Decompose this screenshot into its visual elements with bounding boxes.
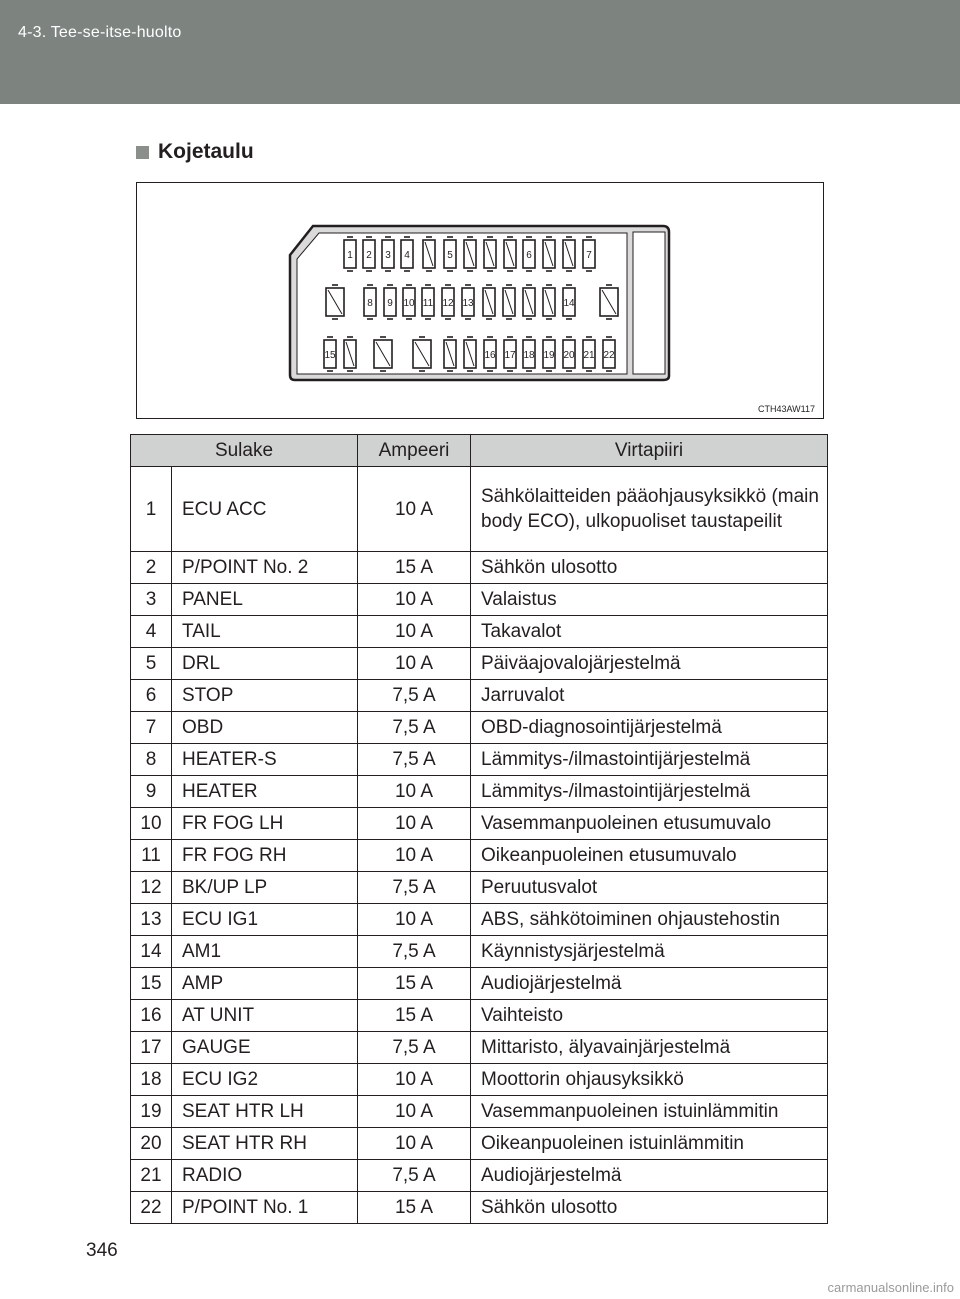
header-fuse: Sulake [131,435,358,467]
fuse-number-cell: 3 [131,584,172,616]
fuse-name-cell: AT UNIT [172,1000,358,1032]
circuit-cell: Sähkölaitteiden pääohjausyksikkö (main body ECO), ulkopuoliset taustapeilit [471,467,828,552]
ampere-cell: 10 A [358,648,471,680]
table-header-row [131,435,828,467]
table-row [131,680,828,712]
fuse-box-compartment [633,232,665,374]
ampere-cell: 10 A [358,1128,471,1160]
table-row [131,616,828,648]
fuse-number-cell: 13 [131,904,172,936]
fuse-name-cell: P/POINT No. 1 [172,1192,358,1224]
table-row [131,712,828,744]
fuse-table [130,434,828,1224]
ampere-cell: 10 A [358,584,471,616]
circuit-cell: Audiojärjestelmä [471,1160,828,1192]
fuse-box-figure [136,182,824,419]
fuse-name-cell: SEAT HTR LH [172,1096,358,1128]
circuit-cell: Lämmitys-/ilmastointijärjestelmä [471,776,828,808]
table-row [131,1192,828,1224]
ampere-cell: 7,5 A [358,744,471,776]
fuse-number-label: 12 [442,298,454,309]
fuse-number-label: 16 [484,350,496,361]
circuit-cell: OBD-diagnosointijärjestelmä [471,712,828,744]
header-circuit: Virtapiiri [471,435,828,467]
circuit-cell: Käynnistysjärjestelmä [471,936,828,968]
fuse-number-label: 22 [603,350,615,361]
ampere-cell: 10 A [358,776,471,808]
fuse-name-cell: HEATER-S [172,744,358,776]
fuse-number-cell: 16 [131,1000,172,1032]
fuse-number-cell: 1 [131,467,172,552]
fuse-name-cell: RADIO [172,1160,358,1192]
fuse-number-cell: 14 [131,936,172,968]
fuse-number-cell: 8 [131,744,172,776]
fuse-name-cell: GAUGE [172,1032,358,1064]
ampere-cell: 7,5 A [358,872,471,904]
circuit-cell: Valaistus [471,584,828,616]
watermark: carmanualsonline.info [827,1280,954,1295]
table-row [131,1160,828,1192]
fuse-name-cell: AM1 [172,936,358,968]
fuse-number-label: 13 [462,298,474,309]
circuit-cell: Vasemmanpuoleinen etusumuvalo [471,808,828,840]
ampere-cell: 15 A [358,968,471,1000]
ampere-cell: 15 A [358,1000,471,1032]
fuse-number-label: 21 [583,350,595,361]
fuse-name-cell: TAIL [172,616,358,648]
ampere-cell: 10 A [358,1096,471,1128]
ampere-cell: 10 A [358,616,471,648]
fuse-number-label: 5 [447,250,453,261]
table-row [131,808,828,840]
fuse-name-cell: FR FOG LH [172,808,358,840]
fuse-name-cell: FR FOG RH [172,840,358,872]
ampere-cell: 7,5 A [358,712,471,744]
fuse-number-cell: 7 [131,712,172,744]
circuit-cell: Vasemmanpuoleinen istuinlämmitin [471,1096,828,1128]
table-row [131,467,828,552]
fuse-number-label: 7 [586,250,592,261]
fuse-name-cell: P/POINT No. 2 [172,552,358,584]
fuse-name-cell: HEATER [172,776,358,808]
ampere-cell: 10 A [358,808,471,840]
fuse-number-label: 10 [403,298,415,309]
fuse-number-label: 3 [385,250,391,261]
table-row [131,776,828,808]
ampere-cell: 10 A [358,904,471,936]
ampere-cell: 7,5 A [358,1032,471,1064]
fuse-number-cell: 19 [131,1096,172,1128]
fuse-number-cell: 9 [131,776,172,808]
table-row [131,584,828,616]
fuse-name-cell: BK/UP LP [172,872,358,904]
ampere-cell: 10 A [358,1064,471,1096]
header-band [0,0,960,104]
fuse-number-cell: 21 [131,1160,172,1192]
table-row [131,840,828,872]
chapter-title: 4-3. Tee-se-itse-huolto [18,24,182,41]
fuse-number-label: 11 [422,298,434,309]
fuse-number-cell: 6 [131,680,172,712]
table-row [131,1000,828,1032]
fuse-number-cell: 12 [131,872,172,904]
fuse-number-label: 1 [347,250,353,261]
fuse-number-label: 8 [367,298,373,309]
fuse-number-label: 6 [526,250,532,261]
fuse-number-label: 4 [404,250,410,261]
ampere-cell: 15 A [358,1192,471,1224]
table-row [131,904,828,936]
ampere-cell: 10 A [358,467,471,552]
fuse-number-cell: 20 [131,1128,172,1160]
ampere-cell: 7,5 A [358,936,471,968]
fuse-name-cell: ECU IG1 [172,904,358,936]
section-heading [136,140,254,164]
fuse-number-cell: 15 [131,968,172,1000]
table-row [131,968,828,1000]
ampere-cell: 15 A [358,552,471,584]
circuit-cell: Sähkön ulosotto [471,1192,828,1224]
fuse-number-cell: 2 [131,552,172,584]
section-heading-text: Kojetaulu [158,140,254,163]
header-ampere: Ampeeri [358,435,471,467]
fuse-name-cell: OBD [172,712,358,744]
table-row [131,552,828,584]
circuit-cell: ABS, sähkötoiminen ohjaustehostin [471,904,828,936]
circuit-cell: Sähkön ulosotto [471,552,828,584]
circuit-cell: Vaihteisto [471,1000,828,1032]
fuse-name-cell: DRL [172,648,358,680]
table-row [131,648,828,680]
ampere-cell: 7,5 A [358,1160,471,1192]
fuse-number-cell: 4 [131,616,172,648]
table-row [131,872,828,904]
circuit-cell: Moottorin ohjausyksikkö [471,1064,828,1096]
fuse-number-label: 17 [504,350,516,361]
fuse-number-label: 18 [523,350,535,361]
table-row [131,936,828,968]
circuit-cell: Mittaristo, älyavainjärjestelmä [471,1032,828,1064]
circuit-cell: Takavalot [471,616,828,648]
fuse-name-cell: PANEL [172,584,358,616]
ampere-cell: 10 A [358,840,471,872]
fuse-number-label: 15 [324,350,336,361]
fuse-number-cell: 11 [131,840,172,872]
ampere-cell: 7,5 A [358,680,471,712]
fuse-name-cell: SEAT HTR RH [172,1128,358,1160]
page-number: 346 [86,1240,118,1261]
bullet-square-icon [136,146,149,159]
fuse-number-label: 19 [543,350,555,361]
fuse-name-cell: ECU ACC [172,467,358,552]
fuse-name-cell: AMP [172,968,358,1000]
circuit-cell: Päiväajovalojärjestelmä [471,648,828,680]
fuse-number-label: 9 [387,298,393,309]
fuse-number-cell: 18 [131,1064,172,1096]
fuse-number-cell: 22 [131,1192,172,1224]
circuit-cell: Audiojärjestelmä [471,968,828,1000]
table-row [131,1032,828,1064]
fuse-name-cell: ECU IG2 [172,1064,358,1096]
table-row [131,744,828,776]
fuse-number-label: 14 [563,298,575,309]
fuse-number-cell: 10 [131,808,172,840]
circuit-cell: Oikeanpuoleinen etusumuvalo [471,840,828,872]
circuit-cell: Oikeanpuoleinen istuinlämmitin [471,1128,828,1160]
fuse-number-label: 2 [366,250,372,261]
fuse-box-diagram [137,183,823,418]
fuse-number-label: 20 [563,350,575,361]
figure-code: CTH43AW117 [757,404,815,414]
circuit-cell: Peruutusvalot [471,872,828,904]
table-row [131,1096,828,1128]
fuse-number-cell: 5 [131,648,172,680]
fuse-name-cell: STOP [172,680,358,712]
circuit-cell: Lämmitys-/ilmastointijärjestelmä [471,744,828,776]
table-row [131,1128,828,1160]
fuse-number-cell: 17 [131,1032,172,1064]
circuit-cell: Jarruvalot [471,680,828,712]
table-row [131,1064,828,1096]
